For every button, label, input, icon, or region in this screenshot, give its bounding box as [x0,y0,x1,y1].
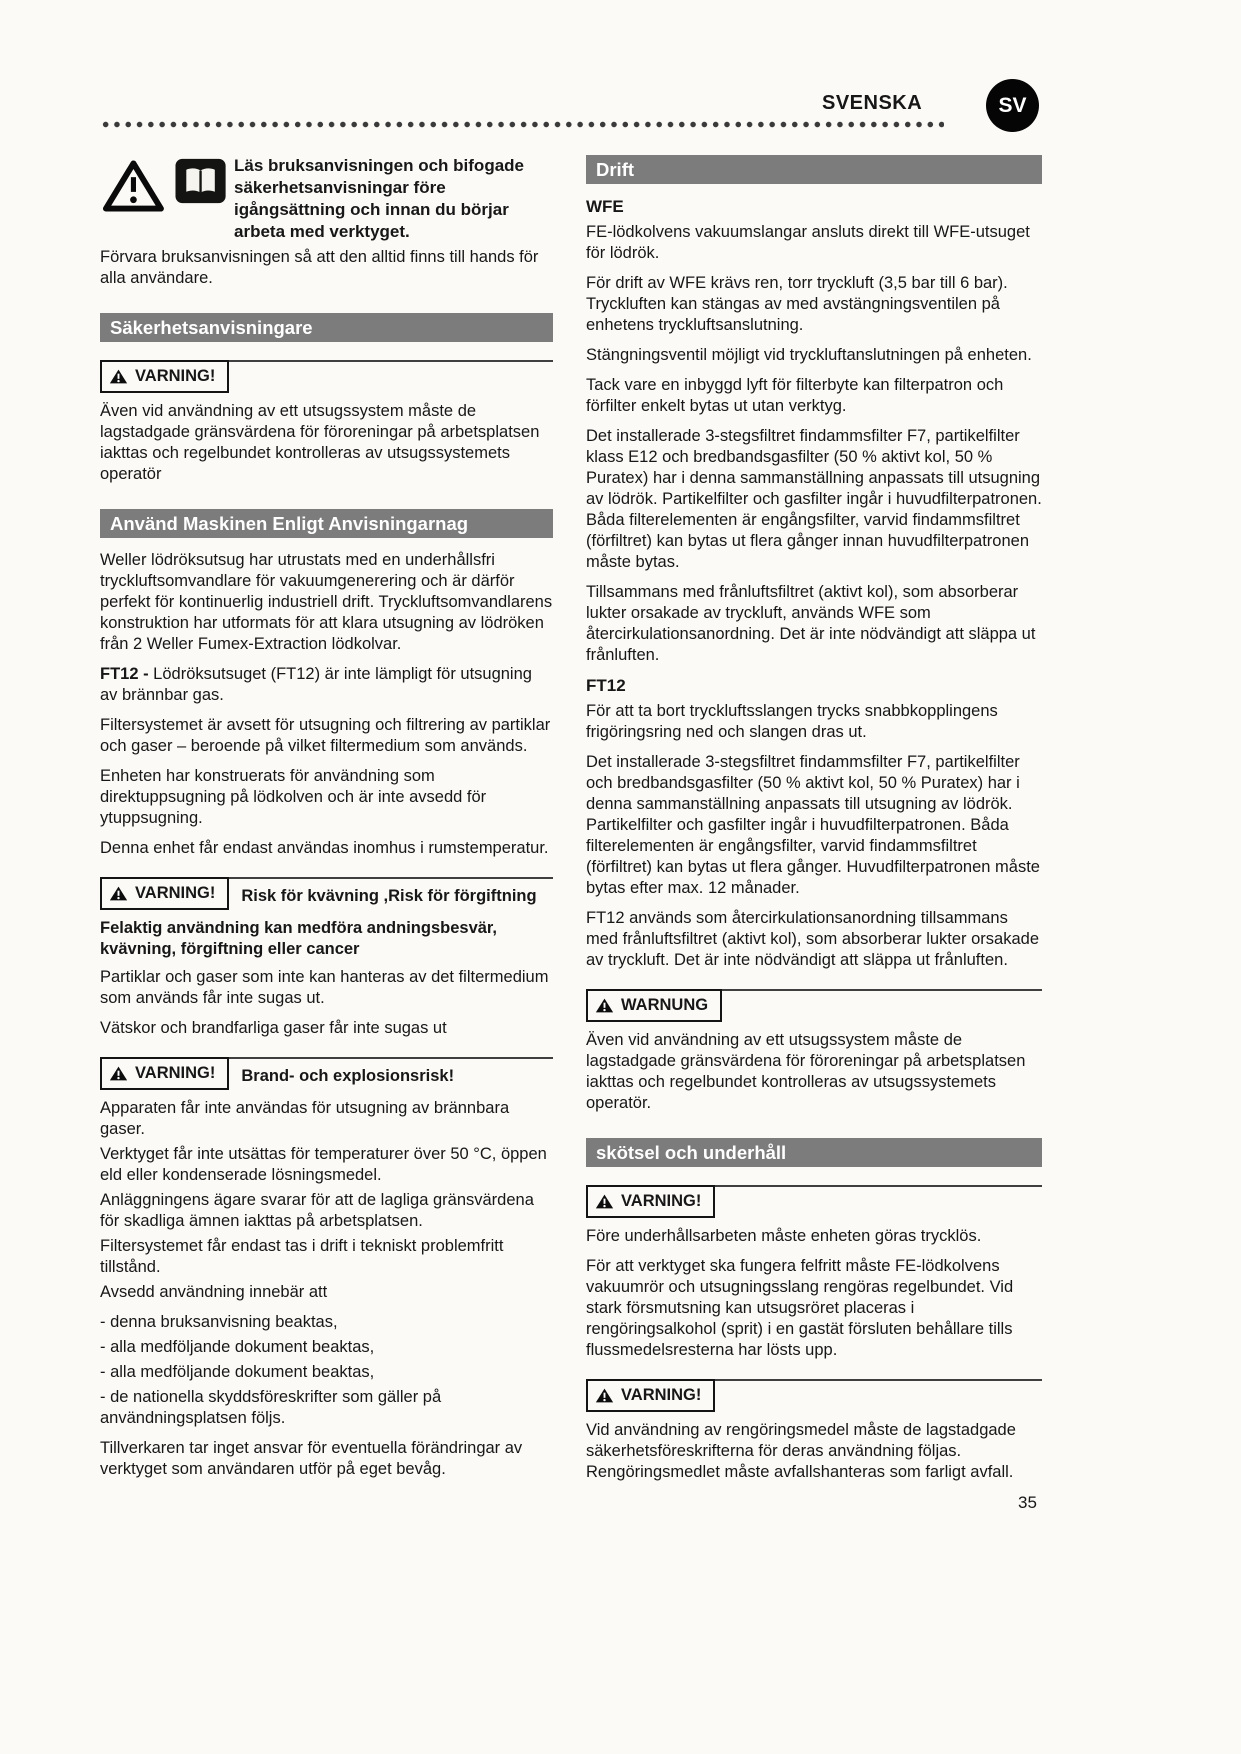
warning-triangle-icon [102,158,165,214]
warning-head [100,879,553,910]
warning-body: Apparaten får inte användas för utsugning av brännbara gaser. [100,1099,510,1138]
warning-body: Före underhållsarbeten måste enheten göras trycklös. [586,1227,982,1245]
section-header-operation: Drift [586,155,1042,184]
warning-label [100,360,229,393]
list-item: - alla medföljande dokument beaktas, [100,1363,375,1381]
warning-block [100,360,553,485]
warning-body: För att verktyget ska fungera felfritt måste FE-lödkolvens vakuumrör och utsugningsslang rengöras regelbundet. Vid stark försmutsning kan utsugsröret placeras i rengöringsalkohol (sprit) i en gastät försluten behållare tills flussmedelsresterna har lösts upp. [586,1257,1014,1359]
paragraph: Tillsammans med frånluftsfiltret (aktivt kol), som absorberar lukter orsakade av tryckluft, används WFE som återcirkulationsanordning. Det är inte nödvändigt att släppa ut frånluften. [586,583,1036,664]
paragraph: Det installerade 3-stegsfiltret findammsfilter F7, partikelfilter och bredbandsgasfilter (50 % aktivt kol, 50 % Puratex) har i denna sammanställning anpassats till utsugning av lödrök. Partikelfilter och gasfilter ingår i huvudfilterpatronen. Båda filterelementen är engångsfilter, varvid findammsfiltret (förfiltret) kan bytas ut flera gånger. Huvudfilterpatronen måste bytas efter max. 12 månader. [586,753,1040,897]
warning-label-text: VARNING! [135,884,216,902]
intro-note [100,155,553,243]
subheading-ft12: FT12 [586,676,626,695]
section-header-maintenance: skötsel och underhåll [586,1138,1042,1167]
intro-icon-group [100,155,234,222]
warning-label-text: VARNING! [621,1192,702,1210]
paragraph: Stängningsventil möjligt vid tryckluftanslutningen på enheten. [586,346,1032,364]
warning-icon [109,885,128,902]
paragraph: Enheten har konstruerats för användning som direktuppsugning på lödkolven och är inte avsedd för ytuppsugning. [100,767,487,827]
paragraph: Det installerade 3-stegsfiltret findammsfilter F7, partikelfilter klass E12 och bredbandsgasfilter (50 % aktivt kol, 50 % Puratex) har i denna sammanställning anpassats till utsugning av lödrök. Partikelfilter och gasfilter ingår i huvudfilterpatronen. Båda filterelementen är engångsfilter, varvid findammsfiltret (förfiltret) kan bytas ut flera gånger innan huvudfilterpatronen måste bytas. [586,427,1042,571]
warning-title: Risk för kvävning ,Risk för förgiftning [241,887,537,905]
warning-icon [109,368,128,385]
paragraph: För att ta bort tryckluftsslangen trycks snabbkopplingens frigöringsring ned och slangen dras ut. [586,702,998,741]
warning-label-text: VARNING! [621,1386,702,1404]
section-header-safety: Säkerhetsanvisningare [100,313,553,342]
warning-icon [595,997,614,1014]
subheading-wfe: WFE [586,197,624,216]
right-column [586,155,1042,1497]
paragraph: FE-lödkolvens vakuumslangar ansluts direkt till WFE-utsuget för lödrök. [586,223,1030,262]
dotted-divider [100,121,944,128]
paragraph: Filtersystemet är avsett för utsugning och filtrering av partiklar och gaser – beroende på vilket filtermedium som används. [100,716,551,755]
ft12-text: Lödröksutsuget (FT12) är inte lämpligt för utsugning av brännbar gas. [100,665,532,704]
ft12-prefix: FT12 - [100,665,149,683]
left-column [100,155,553,1494]
section-header-intended-use: Använd Maskinen Enligt Anvisningarnag [100,509,553,538]
warning-block [100,877,553,1039]
paragraph: Weller lödröksutsug har utrustats med en underhållsfri tryckluftsomvandlare för vakuumgenerering och är därför perfekt för kontinuerlig industriell drift. Tryckluftsomvandlarens konstruktion har utformats för att klara utsugning av lödröken från 2 Weller Fumex-Extraction lödkolvar. [100,551,553,653]
warning-body: Verktyget får inte utsättas för temperaturer över 50 °C, öppen eld eller kondenserade lösningsmedel. [100,1145,547,1184]
warning-body: Avsedd användning innebär att [100,1283,328,1301]
warning-icon [109,1065,128,1082]
warning-label-text: VARNING! [135,367,216,385]
warning-head [100,1059,553,1090]
warning-head [586,1381,1042,1412]
warning-label [586,989,722,1022]
warning-label [100,1057,229,1090]
warning-block [100,1057,553,1480]
warning-label [586,1379,715,1412]
language-badge: SV [986,79,1039,132]
warning-icon [595,1193,614,1210]
warning-body: Tillverkaren tar inget ansvar för eventuella förändringar av verktyget som användaren utför på eget bevåg. [100,1439,523,1478]
paragraph: Tack vare en inbyggd lyft för filterbyte kan filterpatron och förfilter enkelt bytas ut utan verktyg. [586,376,1004,415]
warning-label [100,877,229,910]
warning-body: Filtersystemet får endast tas i drift i tekniskt problemfritt tillstånd. [100,1237,504,1276]
warning-body: Vid användning av rengöringsmedel måste de lagstadgade säkerhetsföreskrifterna för deras användning följas. Rengöringsmedlet måste avfallshanteras som farligt avfall. [586,1421,1016,1481]
paragraph-ft12 [100,664,553,706]
warning-head [586,991,1042,1022]
warning-icon [595,1387,614,1404]
warning-title: Brand- och explosionsrisk! [241,1067,455,1085]
paragraph: FT12 används som återcirkulationsanordning tillsammans med frånluftsfiltret (aktivt kol), som absorberar lukter orsakade av tryckluft. Det är inte nödvändigt att släppa ut frånluften. [586,909,1040,969]
warning-head [586,1187,1042,1218]
warning-head [100,362,553,393]
warning-block [586,1379,1042,1483]
warning-body: Vätskor och brandfarliga gaser får inte sugas ut [100,1019,447,1037]
paragraph: Denna enhet får endast användas inomhus i rumstemperatur. [100,839,549,857]
warning-block [586,1185,1042,1361]
manual-book-icon [175,158,226,204]
warning-body: Även vid användning av ett utsugssystem måste de lagstadgade gränsvärdena för föroreningar på arbetsplatsen iakttas och regelbundet kontrolleras av utsugssystemets operatör [100,402,540,483]
warning-label [586,1185,715,1218]
list-item: - alla medföljande dokument beaktas, [100,1338,375,1356]
list-item: - denna bruksanvisning beaktas, [100,1313,338,1331]
paragraph-keep-manual: Förvara bruksanvisningen så att den alltid finns till hands för alla användare. [100,248,539,287]
warning-label-text: WARNUNG [621,996,709,1014]
page-number: 35 [1018,1493,1037,1512]
warning-block [586,989,1042,1114]
warning-body: Partiklar och gaser som inte kan hanteras av det filtermedium som används får inte sugas ut. [100,968,549,1007]
warning-bold-lead: Felaktig användning kan medföra andningsbesvär, kvävning, förgiftning eller cancer [100,919,498,958]
warning-body: Även vid användning av ett utsugssystem måste de lagstadgade gränsvärdena för föroreningar på arbetsplatsen iakttas och regelbundet kontrolleras av utsugssystemets operatör. [586,1031,1026,1112]
warning-label-text: VARNING! [135,1064,216,1082]
warning-body: Anläggningens ägare svarar för att de lagliga gränsvärdena för skadliga ämnen iakttas på arbetsplatsen. [100,1191,534,1230]
list-item: - de nationella skyddsföreskrifter som gäller på användningsplatsen följs. [100,1388,442,1427]
intro-lead-text: Läs bruksanvisningen och bifogade säkerhetsanvisningar före igångsättning och innan du börjar arbeta med verktyget. [234,156,524,241]
paragraph: För drift av WFE krävs ren, torr tryckluft (3,5 bar till 6 bar). Tryckluften kan stängas av med avstängningsventilen på enhetens tryckluftsanslutning. [586,274,1008,334]
language-label: SVENSKA [822,92,923,114]
